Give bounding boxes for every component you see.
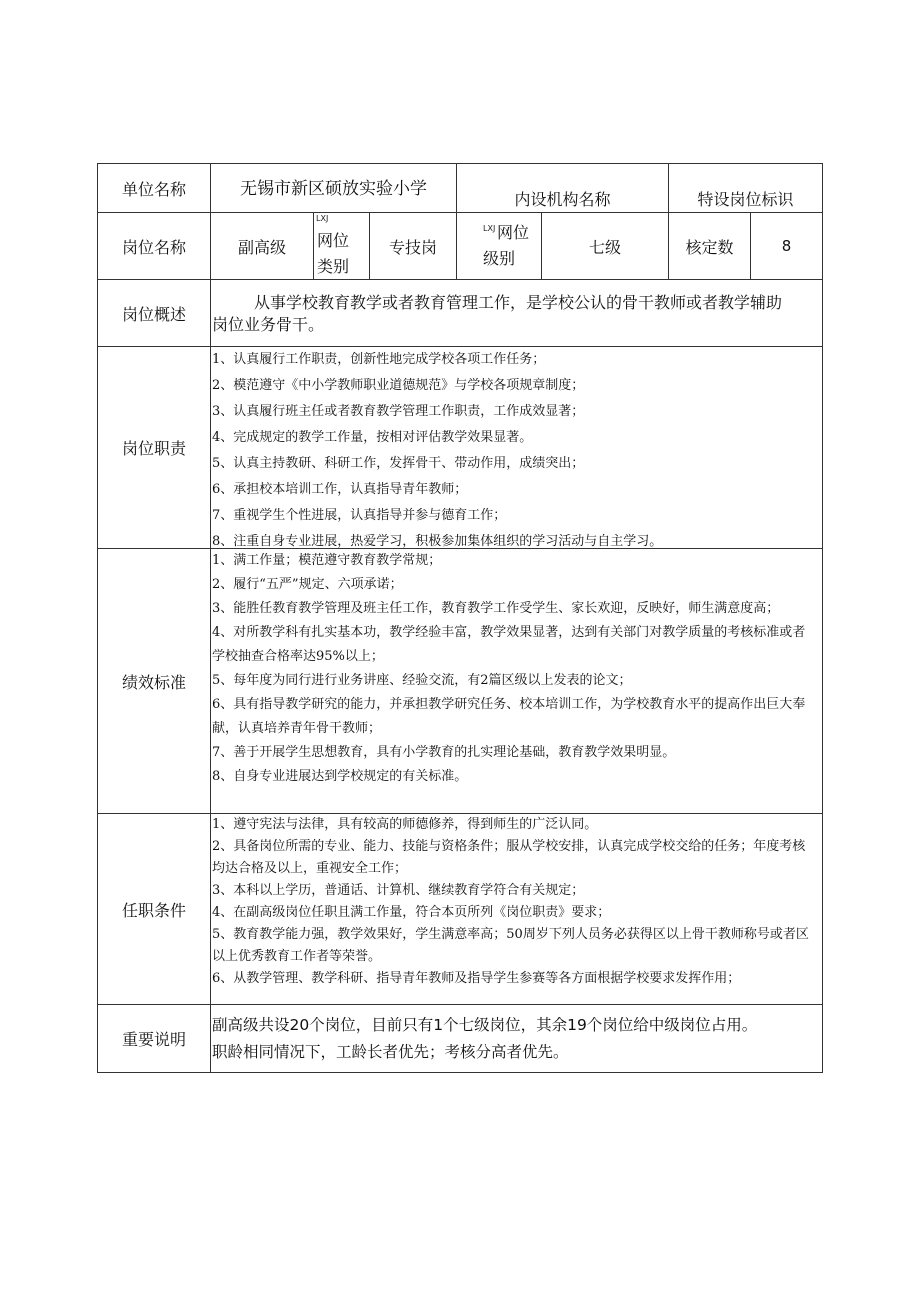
level-prefix-mark: LXJ	[483, 224, 496, 233]
performance-item: 7、善于开展学生思想教育，具有小学教育的扎实理论基础，教育教学效果明显。	[212, 745, 676, 760]
overview-text-line1: 从事学校教育教学或者教育管理工作，是学校公认的骨干教师或者教学辅助	[254, 293, 783, 312]
overview-label: 岗位概述	[121, 304, 186, 324]
type-prefix-mark: LXJ	[316, 214, 329, 223]
level-label-line1: 网位	[497, 223, 530, 242]
duty-item: 6、承担校本培训工作，认真指导青年教师；	[212, 482, 468, 497]
performance-list	[212, 549, 818, 813]
notes-line1: 副高级共设20个岗位，目前只有1个七级岗位，其余19个岗位给中级岗位占用。	[212, 1016, 758, 1034]
unit-name-value: 无锡市新区硕放实验小学	[240, 179, 427, 199]
level-label-line2: 级别	[483, 249, 516, 268]
position-name-value: 副高级	[237, 237, 286, 257]
performance-item: 5、每年度为同行进行业务讲座、经验交流，有2篇区级以上发表的论文；	[212, 673, 632, 688]
department-name-label: 内设机构名称	[514, 190, 611, 209]
duty-item: 7、重视学生个性进展，认真指导并参与德育工作；	[212, 508, 507, 523]
performance-item: 3、能胜任教育教学管理及班主任工作，教育教学工作受学生、家长欢迎，反映好，师生满意度高；	[212, 601, 780, 616]
qualification-item: 5、教育教学能力强，教学效果好，学生满意率高；50周岁下列人员务必获得区以上骨干教师称号或者区以上优秀教育工作者等荣誉。	[212, 927, 809, 964]
overview-text-line2: 岗位业务骨干。	[212, 315, 325, 334]
qualification-item: 4、在副高级岗位任职且满工作量，符合本页所列《岗位职责》要求；	[212, 905, 611, 920]
duty-item: 1、认真履行工作职责，创新性地完成学校各项工作任务；	[212, 352, 546, 367]
qualification-item: 6、从教学管理、教学科研、指导青年教师及指导学生参赛等各方面根据学校要求发挥作用；	[212, 971, 741, 986]
position-type-value: 专技岗	[388, 237, 437, 257]
position-name-label: 岗位名称	[121, 237, 186, 257]
special-position-label: 特设岗位标识	[697, 190, 794, 209]
duties-label: 岗位职责	[121, 439, 186, 458]
type-label-line1: 网位	[317, 231, 350, 250]
performance-item: 2、履行“五严”规定、六项承诺；	[212, 577, 403, 592]
performance-label: 绩效标准	[121, 672, 186, 692]
unit-name-label: 单位名称	[121, 179, 186, 199]
qualification-label: 任职条件	[121, 900, 186, 920]
notes-text	[212, 1012, 822, 1066]
qualification-list	[212, 814, 818, 1004]
notes-line2: 职龄相同情况下，工龄长者优先；考核分高者优先。	[212, 1043, 569, 1061]
type-label-line2: 类别	[317, 257, 350, 276]
performance-item: 6、具有指导教学研究的能力，并承担教学研究任务、校本培训工作，为学校教育水平的提高作出巨大奉献，认真培养青年骨干教师；	[212, 697, 806, 736]
qualification-item: 2、具备岗位所需的专业、能力、技能与资格条件；服从学校安排，认真完成学校交给的任务；年度考核均达合格及以上，重视安全工作；	[212, 839, 806, 876]
quota-label: 核定数	[685, 237, 734, 257]
overview-text	[212, 290, 820, 338]
duty-item: 2、模范遵守《中小学教师职业道德规范》与学校各项规章制度；	[212, 378, 585, 393]
duty-item: 4、完成规定的教学工作量，按相对评估教学效果显著。	[212, 430, 533, 445]
duty-item: 5、认真主持教研、科研工作，发挥骨干、带动作用，成绩突出；	[212, 456, 585, 471]
performance-item: 4、对所教学科有扎实基本功，教学经验丰富，教学效果显著，达到有关部门对教学质量的考核标准或者学校抽查合格率达95%以上；	[212, 625, 806, 664]
duties-list	[212, 347, 820, 548]
performance-item: 1、满工作量；模范遵守教育教学常规；	[212, 553, 442, 568]
notes-label: 重要说明	[121, 1030, 186, 1049]
performance-item: 8、自身专业进展达到学校规定的有关标准。	[212, 769, 468, 784]
duty-item: 3、认真履行班主任或者教育教学管理工作职责，工作成效显著；	[212, 404, 585, 419]
qualification-item: 1、遵守宪法与法律，具有较高的师德修养，得到师生的广泛认同。	[212, 817, 598, 832]
qualification-item: 3、本科以上学历，普通话、计算机、继续教育学符合有关规定；	[212, 883, 585, 898]
duty-item: 8、注重自身专业进展，热爱学习，积极参加集体组织的学习活动与自主学习。	[212, 534, 663, 548]
position-level-value: 七级	[588, 237, 621, 257]
quota-value: 8	[781, 237, 792, 255]
